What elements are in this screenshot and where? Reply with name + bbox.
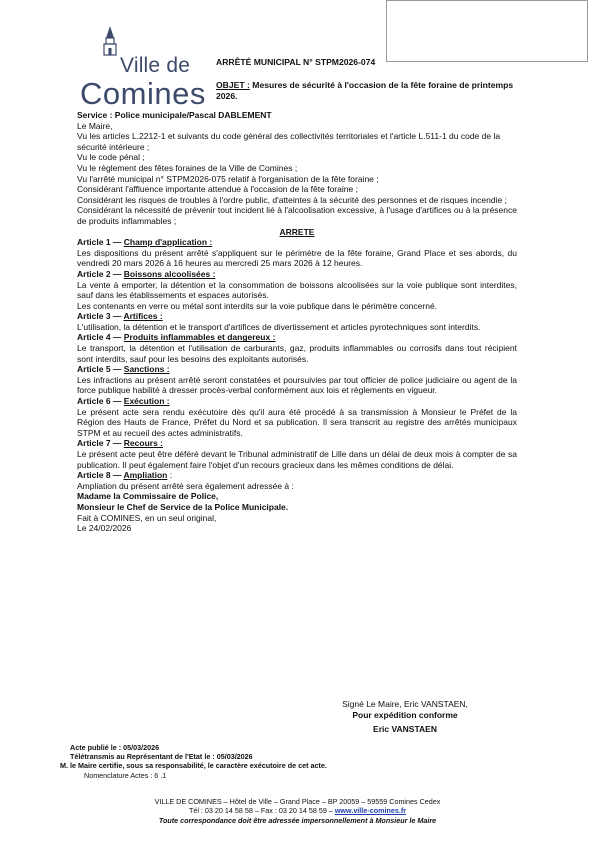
- signature-block: [300, 699, 510, 734]
- intro-line: Considérant la nécessité de prévenir tout incident lié à l'alcoolisation excessive, à l'usage d'artifices ou à la présence de produits inflammables ;: [77, 205, 517, 226]
- article-7-title: Article 7 — Recours :: [77, 438, 163, 449]
- website-link[interactable]: www.ville-comines.fr: [334, 806, 407, 816]
- intro-line: Vu le règlement des fêtes foraines de la Ville de Comines ;: [77, 162, 298, 173]
- recipient: Madame la Commissaire de Police,: [77, 491, 219, 502]
- signature-line: Pour expédition conforme: [352, 709, 458, 720]
- stamp-box: [386, 0, 588, 62]
- objet: [216, 80, 516, 101]
- logo-ville-text: Ville de: [120, 54, 191, 77]
- article-4-title: Article 4 — Produits inflammables et dangereux :: [77, 332, 276, 343]
- intro-line: Vu le code pénal ;: [77, 152, 145, 163]
- logo-comines-text: Comines: [80, 76, 206, 111]
- fait-line: Fait à COMINES, en un seul original,: [77, 512, 217, 523]
- service-line: Service : Police municipale/Pascal DABLEMENT: [77, 110, 272, 120]
- intro-line: Vu les articles L.2212-1 et suivants du code général des collectivités territoriales et l'article L.511-1 du code de la sécurité intérieure ;: [77, 131, 501, 152]
- article-6-text: Le présent acte sera rendu exécutoire dès qu'il aura été procédé à sa transmission à Monsieur le Préfet de la Région des Hauts de France, Préfet du Nord et sa publication. Il sera transcrit au registre des arrêtés municipaux STPM et au recueil des actes administratifs.: [77, 406, 517, 438]
- footer-contact: Tél : 03 20 14 58 58 – Fax : 03 20 14 58 59 – www.ville-comines.fr: [188, 806, 407, 816]
- arrete-heading: ARRETE: [279, 226, 315, 237]
- intro-line: Considérant les risques de troubles à l'ordre public, d'atteintes à la sécurité des personnes et de risques incendie ;: [77, 194, 507, 205]
- article-2-text: Les contenants en verre ou métal sont interdits sur la voie publique dans le périmètre concerné.: [77, 300, 438, 311]
- article-1-title: Article 1 — Champ d'application :: [77, 237, 213, 248]
- intro-line: Le Maire,: [77, 120, 113, 131]
- date-line: Le 24/02/2026: [77, 523, 132, 534]
- objet-text: Mesures de sécurité à l'occasion de la fête foraine de printemps 2026.: [216, 80, 514, 101]
- acte-info: [60, 743, 327, 780]
- document-title: ARRÊTÉ MUNICIPAL N° STPM2026-074: [216, 57, 376, 67]
- signature-name: Eric VANSTAEN: [373, 723, 437, 734]
- acte-certifie: M. le Maire certifie, sous sa responsabilité, le caractère exécutoire de cet acte.: [60, 761, 327, 771]
- church-tower-icon: [98, 26, 122, 56]
- article-3-text: L'utilisation, la détention et le transport d'artifices de divertissement et articles pyrotechniques sont interdits.: [77, 321, 481, 332]
- ville-de-comines-logo: [80, 26, 206, 111]
- article-2-text: La vente à emporter, la détention et la consommation de boissons alcoolisées sur la voie publique sont interdites, sauf dans les établissements et espaces autorisés.: [77, 279, 517, 301]
- intro-line: Considérant l'affluence importante attendue à l'occasion de la fête foraine ;: [77, 184, 358, 195]
- objet-label: OBJET :: [216, 80, 250, 90]
- article-4-text: Le transport, la détention et l'utilisation de carburants, gaz, produits inflammables ou corrosifs dans tout récipient sont interdits, sauf pour les besoins des exploitants autorisés.: [77, 343, 517, 364]
- acte-teletransmis: Télétransmis au Représentant de l'Etat le : 05/03/2026: [70, 752, 253, 762]
- article-1-text: Les dispositions du présent arrêté s'appliquent sur le périmètre de la fête foraine, Grand Place et ses abords, du vendredi 20 mars 2026 à 16 heures au mercredi 25 mars 2026 à 12 heures.: [77, 247, 517, 269]
- article-6-title: Article 6 — Exécution :: [77, 396, 170, 407]
- article-8-title: Article 8 — Ampliation :: [77, 470, 173, 481]
- footer-notice: Toute correspondance doit être adressée impersonnellement à Monsieur le Maire: [158, 815, 437, 825]
- signature-line: Signé Le Maire, Eric VANSTAEN,: [342, 699, 468, 709]
- article-7-text: Le présent acte peut être déféré devant le Tribunal administratif de Lille dans un délai de deux mois à compter de sa publication. Il peut également faire l'objet d'un recours gracieux dans les mêmes conditions de délai.: [77, 449, 517, 470]
- article-2-title: Article 2 — Boissons alcoolisées :: [77, 268, 216, 279]
- article-3-title: Article 3 — Artifices :: [77, 311, 163, 322]
- acte-nomenclature: Nomenclature Actes : 6 .1: [84, 770, 167, 780]
- intro-line: Vu l'arrêté municipal n° STPM2026-075 relatif à l'organisation de la fête foraine ;: [77, 173, 379, 184]
- article-5-title: Article 5 — Sanctions :: [77, 364, 170, 375]
- acte-publie: Acte publié le : 05/03/2026: [70, 743, 160, 752]
- document-body: [77, 110, 517, 534]
- recipient: Monsieur le Chef de Service de la Police Municipale.: [77, 501, 289, 512]
- article-5-text: Les infractions au présent arrêté seront constatées et poursuivies par tout officier de police judiciaire ou agent de la force publique habilité à dresser procès-verbal conformément aux lois et règlements en vigueur.: [77, 374, 517, 396]
- footer: [0, 797, 595, 825]
- footer-address: VILLE DE COMINES – Hôtel de Ville – Grand Place – BP 20059 – 59559 Comines Cedex: [154, 797, 441, 806]
- article-8-text: Ampliation du présent arrêté sera également adressée à :: [77, 480, 294, 491]
